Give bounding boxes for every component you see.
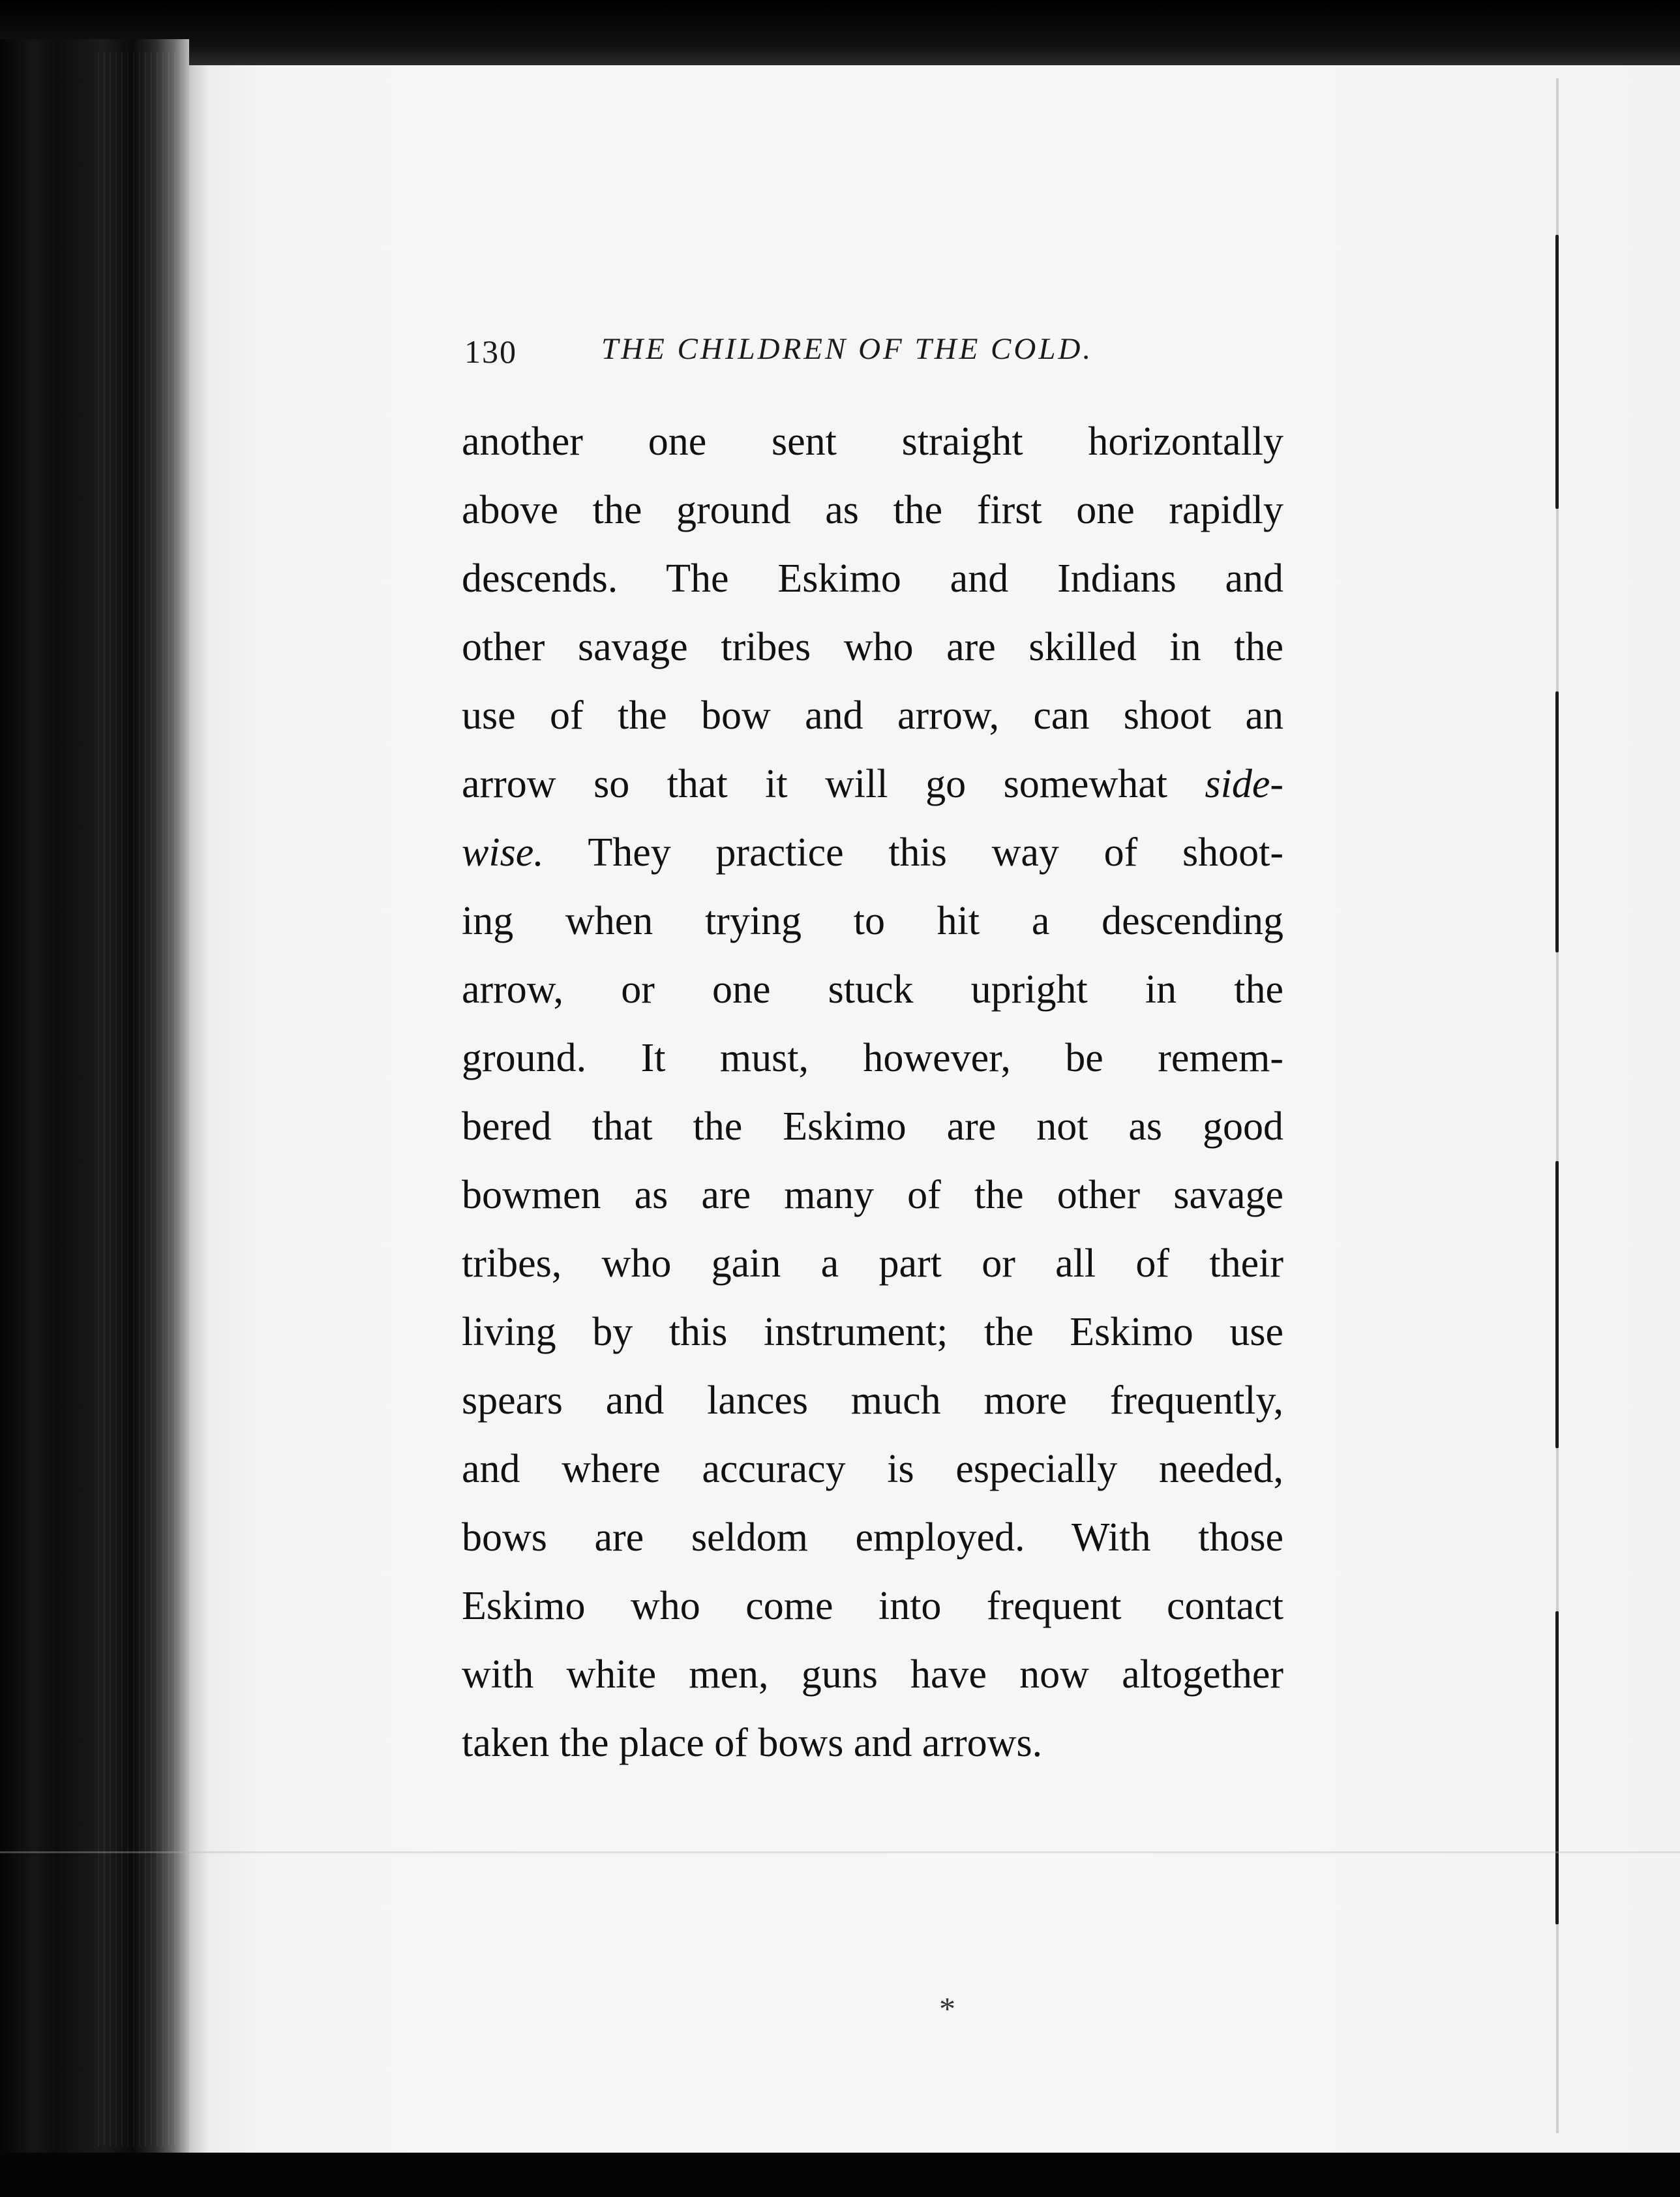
text-line <box>462 819 1283 887</box>
running-title: THE CHILDREN OF THE COLD. <box>601 332 1094 366</box>
text-line: ground. It must, however, be remem- <box>462 1036 1283 1080</box>
scan-artifact-line <box>0 1851 1680 1853</box>
text-line: use of the bow and arrow, can shoot an <box>462 693 1283 738</box>
italic-word: side- <box>1205 762 1283 806</box>
running-head <box>464 326 1294 378</box>
text-line: another one sent straight horizontally <box>462 419 1283 464</box>
text-line: arrow, or one stuck upright in the <box>462 967 1283 1012</box>
body-text <box>462 408 1283 1778</box>
text-line: bered that the Eskimo are not as good <box>462 1104 1283 1149</box>
text-line: with white men, guns have now altogether <box>462 1652 1283 1697</box>
text-line: tribes, who gain a part or all of their <box>462 1241 1283 1286</box>
text-line: bowmen as are many of the other savage <box>462 1173 1283 1217</box>
text-line: taken the place of bows and arrows. <box>462 1721 1043 1765</box>
text-line: living by this instrument; the Eskimo use <box>462 1310 1283 1354</box>
text-fragment: arrow so that it will go somewhat <box>462 762 1167 806</box>
page-number: 130 <box>464 333 517 370</box>
text-line: spears and lances much more frequently, <box>462 1378 1283 1423</box>
text-fragment: They practice this way of shoot- <box>588 830 1283 875</box>
text-line <box>462 750 1283 819</box>
italic-word: wise. <box>462 830 544 875</box>
scan-bottom-border <box>0 2153 1680 2197</box>
gutter-mark <box>1555 1611 1559 1924</box>
text-line: and where accuracy is especially needed, <box>462 1447 1283 1491</box>
gutter-mark <box>1555 1161 1559 1448</box>
text-line: other savage tribes who are skilled in the <box>462 625 1283 669</box>
scan-top-border <box>0 0 1680 65</box>
text-line: above the ground as the first one rapidly <box>462 488 1283 532</box>
printer-ornament: * <box>939 1990 955 2027</box>
page-stack-edges <box>98 52 189 2146</box>
gutter-mark <box>1555 691 1559 952</box>
text-line: descends. The Eskimo and Indians and <box>462 556 1283 601</box>
text-line: bows are seldom employed. With those <box>462 1515 1283 1560</box>
text-line: Eskimo who come into frequent contact <box>462 1584 1283 1628</box>
gutter-mark <box>1555 235 1559 509</box>
text-line: ing when trying to hit a descending <box>462 899 1283 943</box>
